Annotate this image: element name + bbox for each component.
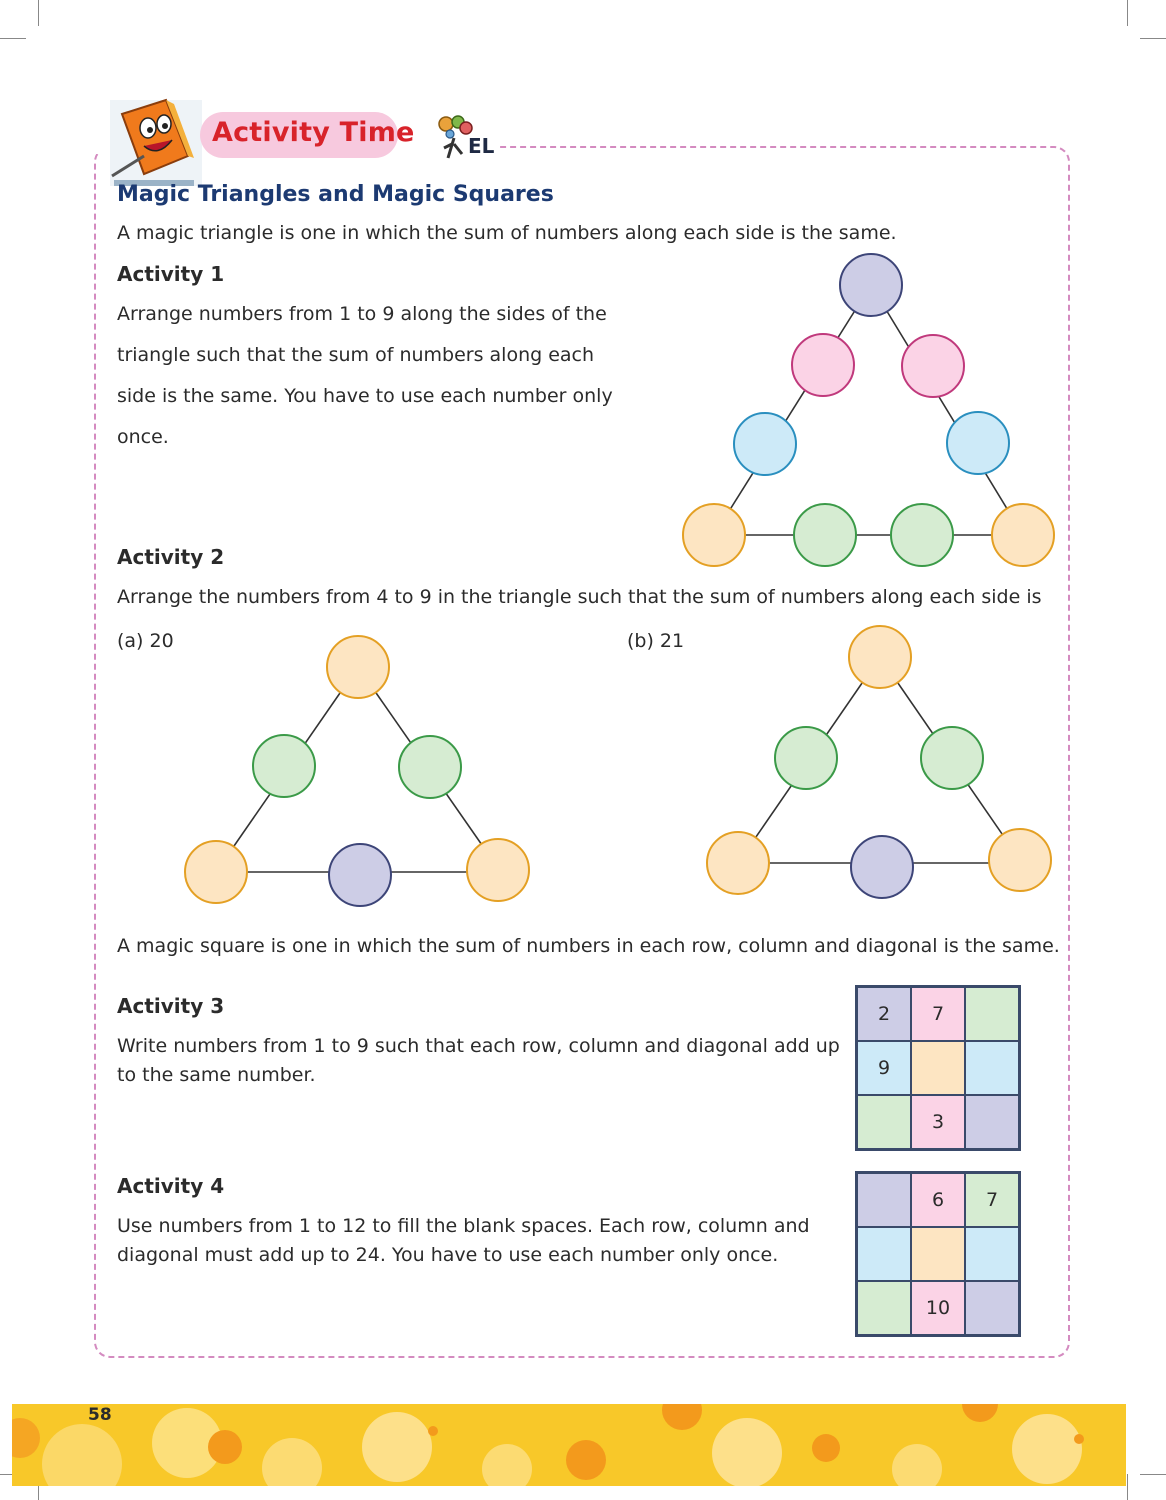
grid-cell[interactable] xyxy=(857,1227,911,1281)
triangle-node[interactable] xyxy=(989,829,1051,891)
grid-cell[interactable] xyxy=(911,1227,965,1281)
decorative-bubble xyxy=(362,1412,432,1482)
square-definition: A magic square is one in which the sum of numbers in each row, column and diagonal is the same. xyxy=(117,935,1060,957)
grid-cell[interactable]: 6 xyxy=(911,1173,965,1227)
activity1-line: Arrange numbers from 1 to 9 along the sides of the xyxy=(117,303,607,325)
book-mascot-icon xyxy=(104,96,204,192)
decorative-bubble xyxy=(42,1424,122,1486)
decorative-bubble xyxy=(12,1418,40,1458)
grid-cell[interactable] xyxy=(857,1281,911,1335)
grid-cell[interactable] xyxy=(965,1095,1019,1149)
crop-mark xyxy=(1127,1474,1128,1500)
activity2-instruction: Arrange the numbers from 4 to 9 in the triangle such that the sum of numbers along each side is xyxy=(117,586,1042,608)
grid-cell[interactable]: 7 xyxy=(965,1173,1019,1227)
activity4-line: Use numbers from 1 to 12 to fill the blank spaces. Each row, column and xyxy=(117,1215,810,1237)
activity3-heading: Activity 3 xyxy=(117,994,225,1018)
grid-cell[interactable] xyxy=(857,1095,911,1149)
grid-cell[interactable]: 7 xyxy=(911,987,965,1041)
triangle-node[interactable] xyxy=(891,504,953,566)
decorative-bubble xyxy=(208,1430,242,1464)
crop-mark xyxy=(0,38,26,39)
activity1-text xyxy=(117,294,613,458)
grid-cell[interactable]: 9 xyxy=(857,1041,911,1095)
triangle-node[interactable] xyxy=(992,504,1054,566)
triangle-node[interactable] xyxy=(253,735,315,797)
crop-mark xyxy=(1140,1474,1166,1475)
grid-cell[interactable]: 2 xyxy=(857,987,911,1041)
decorative-bubble xyxy=(1074,1434,1084,1444)
triangle-node[interactable] xyxy=(921,727,983,789)
triangle-node[interactable] xyxy=(683,504,745,566)
activity4-text xyxy=(117,1212,810,1270)
grid-cell[interactable] xyxy=(965,1281,1019,1335)
triangle-node[interactable] xyxy=(775,727,837,789)
triangle-node[interactable] xyxy=(467,839,529,901)
triangle-node[interactable] xyxy=(329,844,391,906)
activity3-text xyxy=(117,1032,840,1090)
triangle-node[interactable] xyxy=(399,736,461,798)
triangle-node[interactable] xyxy=(851,836,913,898)
triangle-node[interactable] xyxy=(734,413,796,475)
triangle-node[interactable] xyxy=(794,504,856,566)
page-number: 58 xyxy=(88,1405,112,1425)
activity2-heading: Activity 2 xyxy=(117,545,225,569)
triangle-node[interactable] xyxy=(902,335,964,397)
activity2-part-b: (b) 21 xyxy=(627,630,685,652)
activity1-line: side is the same. You have to use each number only xyxy=(117,385,613,407)
grid-cell[interactable]: 3 xyxy=(911,1095,965,1149)
grid-cell[interactable] xyxy=(965,1227,1019,1281)
footer-band xyxy=(12,1404,1126,1486)
crop-mark xyxy=(38,0,39,26)
decorative-bubble xyxy=(428,1426,438,1436)
decorative-bubble xyxy=(1012,1414,1082,1484)
triangle-node[interactable] xyxy=(792,334,854,396)
activity4-heading: Activity 4 xyxy=(117,1174,225,1198)
el-badge-label: EL xyxy=(468,134,495,158)
triangle-node[interactable] xyxy=(849,626,911,688)
crop-mark xyxy=(1140,38,1166,39)
grid-cell[interactable] xyxy=(965,1041,1019,1095)
decorative-bubble xyxy=(482,1444,532,1486)
activity1-line: triangle such that the sum of numbers along each xyxy=(117,344,595,366)
activity4-line: diagonal must add up to 24. You have to use each number only once. xyxy=(117,1244,779,1266)
activity2-triangle-b xyxy=(690,620,1070,910)
decorative-bubble xyxy=(712,1418,782,1486)
triangle-node[interactable] xyxy=(947,412,1009,474)
section-title: Magic Triangles and Magic Squares xyxy=(117,182,554,207)
decorative-bubble xyxy=(262,1438,322,1486)
triangle-node[interactable] xyxy=(707,832,769,894)
decorative-bubble xyxy=(892,1444,942,1486)
triangle-definition: A magic triangle is one in which the sum of numbers along each side is the same. xyxy=(117,222,897,244)
triangle-node[interactable] xyxy=(840,254,902,316)
activity4-magic-square xyxy=(855,1171,1021,1337)
triangle-node[interactable] xyxy=(327,636,389,698)
activity3-magic-square xyxy=(855,985,1021,1151)
grid-cell[interactable]: 10 xyxy=(911,1281,965,1335)
activity1-triangle xyxy=(670,245,1070,575)
activity3-line: Write numbers from 1 to 9 such that each row, column and diagonal add up xyxy=(117,1035,840,1057)
decorative-bubble xyxy=(812,1434,840,1462)
activity3-line: to the same number. xyxy=(117,1064,316,1086)
activity1-heading: Activity 1 xyxy=(117,262,225,286)
grid-cell[interactable] xyxy=(911,1041,965,1095)
banner-title: Activity Time xyxy=(212,117,415,148)
decorative-bubble xyxy=(962,1404,998,1422)
activity1-line: once. xyxy=(117,426,169,448)
decorative-bubble xyxy=(662,1404,702,1430)
crop-mark xyxy=(1127,0,1128,26)
triangle-node[interactable] xyxy=(185,841,247,903)
activity2-part-a: (a) 20 xyxy=(117,630,174,652)
grid-cell[interactable] xyxy=(965,987,1019,1041)
decorative-bubble xyxy=(566,1440,606,1480)
activity2-triangle-a xyxy=(170,630,550,920)
grid-cell[interactable] xyxy=(857,1173,911,1227)
